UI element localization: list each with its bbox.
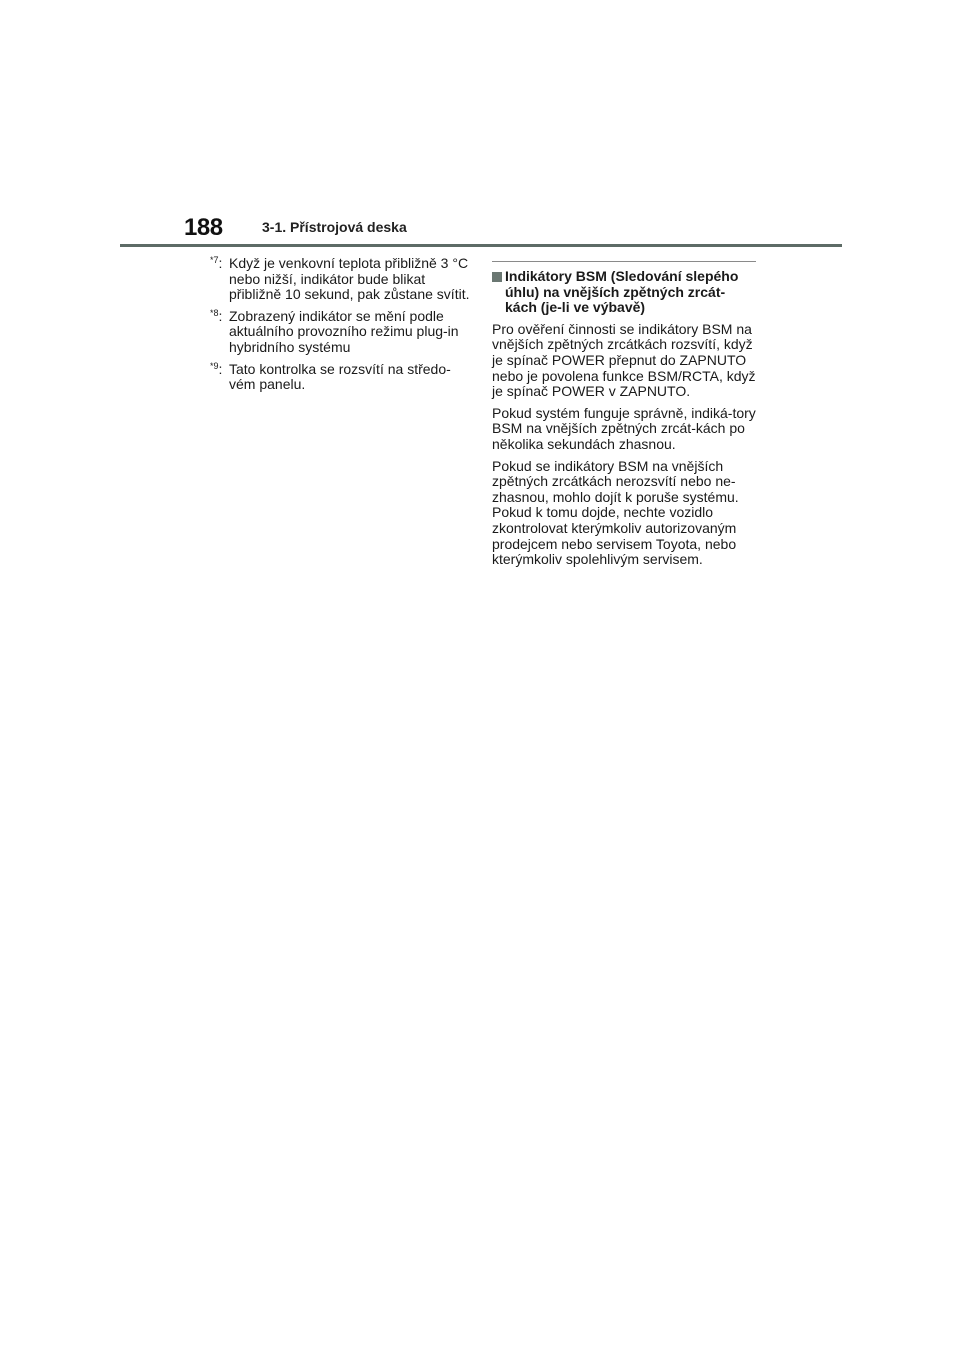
paragraph: Pokud systém funguje správně, indiká-tory BSM na vnějších zpětných zrcát-kách po několika sekundách zhasnou. — [492, 404, 756, 452]
subsection-heading — [492, 269, 756, 316]
paragraph: Pokud se indikátory BSM na vnějších zpětných zrcátkách nerozsvítí nebo ne-zhasnou, mohlo dojít k poruše systému. Pokud k tomu dojde, nechte vozidlo zkontrolovat kterýmkoliv autorizovaným prodejcem nebo servisem Toyota, nebo kterýmkoliv spolehlivým servisem. — [492, 457, 739, 568]
page-header — [0, 0, 960, 250]
paragraph: Pro ověření činnosti se indikátory BSM na vnějších zpětných zrcátkách rozsvítí, když je spínač POWER přepnut do ZAPNUTO nebo je povolena funkce BSM/RCTA, když je spínač POWER v ZAPNUTO. — [492, 320, 756, 400]
page-number: 188 — [184, 214, 223, 241]
left-column — [210, 256, 472, 399]
square-bullet-icon — [492, 272, 502, 282]
footnote-8 — [210, 309, 472, 356]
footnote-marker: $^{*9}$: — [210, 360, 223, 377]
footnote-marker: $^{*7}$: — [210, 255, 223, 271]
footnote-9 — [210, 362, 472, 393]
header-divider — [120, 244, 842, 247]
right-column — [492, 261, 756, 574]
subsection-heading-text: Indikátory BSM (Sledování slepého úhlu) na vnějších zpětných zrcát-kách (je-li ve výbavě) — [505, 268, 739, 316]
footnote-marker: $^{*8}$: — [210, 307, 223, 324]
footnote-7 — [210, 256, 472, 303]
footnote-text: Když je venkovní teplota přibližně 3 °C nebo nižší, indikátor bude blikat přibližně 10 sekund, pak zůstane svítit. — [229, 255, 470, 303]
section-divider — [492, 261, 756, 262]
footnote-text: Tato kontrolka se rozsvítí na středo-vém panelu. — [229, 360, 451, 393]
footnote-text: Zobrazený indikátor se mění podle aktuálního provozního režimu plug-in hybridního systému — [229, 307, 459, 355]
section-title: 3-1. Přístrojová deska — [262, 219, 407, 235]
